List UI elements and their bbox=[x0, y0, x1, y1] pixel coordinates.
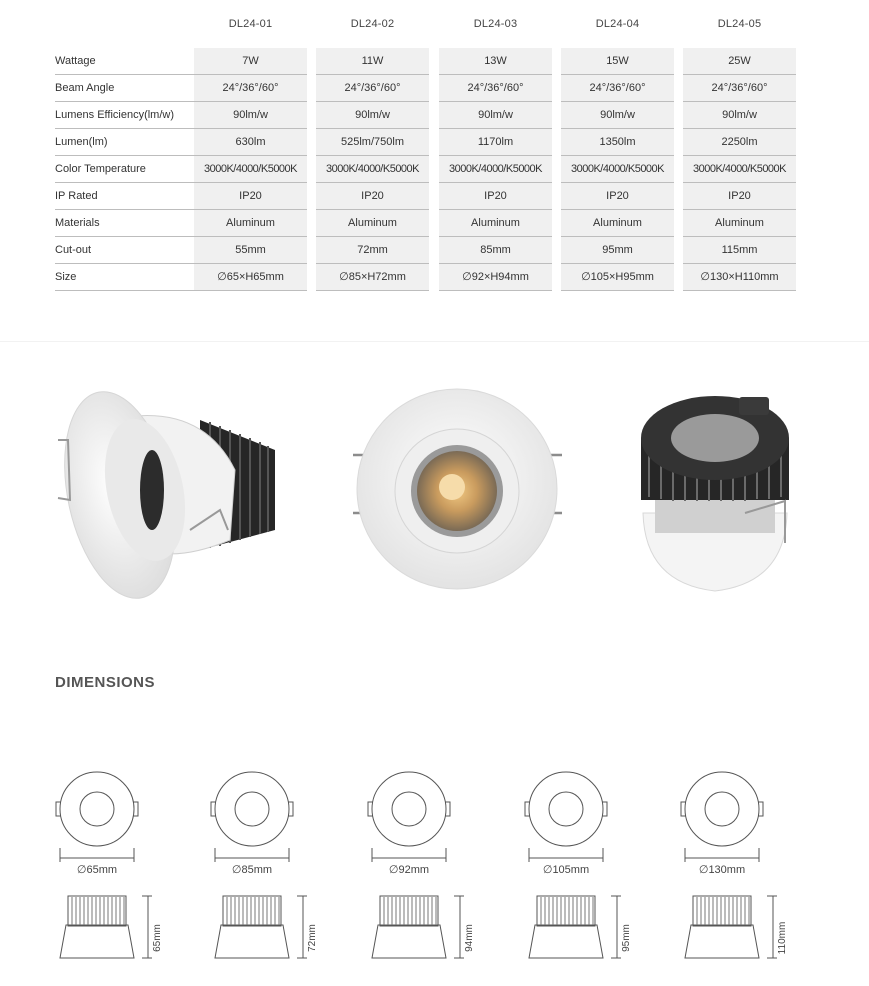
table-cell: 13W bbox=[439, 48, 552, 75]
height-label: 110mm bbox=[777, 921, 788, 955]
table-row bbox=[55, 75, 796, 102]
table-cell: ∅130×H110mm bbox=[683, 264, 796, 291]
table-row bbox=[55, 264, 796, 291]
model-header: DL24-01 bbox=[228, 18, 273, 30]
table-cell: 24°/36°/60° bbox=[683, 75, 796, 102]
table-cell: 90lm/w bbox=[561, 102, 674, 129]
dimension-drawing bbox=[521, 770, 641, 970]
table-cell: ∅85×H72mm bbox=[316, 264, 429, 291]
diameter-label: ∅85mm bbox=[231, 864, 273, 876]
model-header: DL24-03 bbox=[473, 18, 518, 30]
table-cell: 24°/36°/60° bbox=[316, 75, 429, 102]
table-row bbox=[55, 129, 796, 156]
table-cell: 2250lm bbox=[683, 129, 796, 156]
row-label: IP Rated bbox=[55, 183, 194, 210]
table-cell: 90lm/w bbox=[439, 102, 552, 129]
table-row bbox=[55, 183, 796, 210]
table-cell: 24°/36°/60° bbox=[194, 75, 307, 102]
table-cell: IP20 bbox=[561, 183, 674, 210]
model-header: DL24-05 bbox=[717, 18, 762, 30]
table-row bbox=[55, 102, 796, 129]
row-label: Cut-out bbox=[55, 237, 194, 264]
table-cell: 95mm bbox=[561, 237, 674, 264]
row-label: Size bbox=[55, 264, 194, 291]
table-cell: 3000K/4000/K5000K bbox=[683, 156, 796, 183]
table-cell: 25W bbox=[683, 48, 796, 75]
table-cell: IP20 bbox=[194, 183, 307, 210]
row-label: Color Temperature bbox=[55, 156, 194, 183]
table-row bbox=[55, 237, 796, 264]
dimension-drawing bbox=[364, 770, 484, 970]
table-cell: Aluminum bbox=[683, 210, 796, 237]
table-cell: 3000K/4000/K5000K bbox=[439, 156, 552, 183]
table-cell: IP20 bbox=[683, 183, 796, 210]
table-cell: IP20 bbox=[316, 183, 429, 210]
table-row bbox=[55, 48, 796, 75]
table-cell: 3000K/4000/K5000K bbox=[561, 156, 674, 183]
table-cell: 15W bbox=[561, 48, 674, 75]
table-cell: ∅65×H65mm bbox=[194, 264, 307, 291]
table-row bbox=[55, 156, 796, 183]
row-label: Beam Angle bbox=[55, 75, 194, 102]
table-cell: 630lm bbox=[194, 129, 307, 156]
table-cell: 85mm bbox=[439, 237, 552, 264]
table-cell: IP20 bbox=[439, 183, 552, 210]
height-label: 95mm bbox=[621, 924, 632, 952]
downlight-front-view-image bbox=[345, 383, 570, 595]
height-label: 72mm bbox=[307, 924, 318, 952]
table-cell: Aluminum bbox=[316, 210, 429, 237]
dimensions-title: DIMENSIONS bbox=[55, 674, 156, 691]
table-cell: Aluminum bbox=[194, 210, 307, 237]
row-label: Lumens Efficiency(lm/w) bbox=[55, 102, 194, 129]
table-row bbox=[55, 210, 796, 237]
downlight-side-view-image bbox=[50, 380, 290, 600]
downlight-rear-view-image bbox=[635, 383, 795, 595]
table-cell: 3000K/4000/K5000K bbox=[316, 156, 429, 183]
table-cell: 3000K/4000/K5000K bbox=[194, 156, 307, 183]
height-label: 65mm bbox=[152, 924, 163, 952]
table-cell: 115mm bbox=[683, 237, 796, 264]
table-cell: Aluminum bbox=[439, 210, 552, 237]
table-cell: ∅105×H95mm bbox=[561, 264, 674, 291]
dimension-drawing bbox=[677, 770, 797, 970]
section-divider bbox=[0, 341, 869, 342]
model-header: DL24-04 bbox=[595, 18, 640, 30]
diameter-label: ∅130mm bbox=[698, 864, 746, 876]
row-label: Wattage bbox=[55, 48, 194, 75]
table-cell: 525lm/750lm bbox=[316, 129, 429, 156]
table-cell: 11W bbox=[316, 48, 429, 75]
model-header: DL24-02 bbox=[350, 18, 395, 30]
table-cell: 72mm bbox=[316, 237, 429, 264]
table-cell: ∅92×H94mm bbox=[439, 264, 552, 291]
table-cell: 90lm/w bbox=[194, 102, 307, 129]
table-cell: 1170lm bbox=[439, 129, 552, 156]
diameter-label: ∅65mm bbox=[76, 864, 118, 876]
diameter-label: ∅92mm bbox=[388, 864, 430, 876]
table-cell: 24°/36°/60° bbox=[561, 75, 674, 102]
dimension-drawing bbox=[52, 770, 172, 970]
diameter-label: ∅105mm bbox=[542, 864, 590, 876]
dimension-drawing bbox=[207, 770, 327, 970]
table-cell: 7W bbox=[194, 48, 307, 75]
height-label: 94mm bbox=[464, 924, 475, 952]
table-cell: 90lm/w bbox=[316, 102, 429, 129]
row-label: Lumen(lm) bbox=[55, 129, 194, 156]
table-cell: 90lm/w bbox=[683, 102, 796, 129]
row-label: Materials bbox=[55, 210, 194, 237]
table-cell: Aluminum bbox=[561, 210, 674, 237]
table-cell: 1350lm bbox=[561, 129, 674, 156]
table-cell: 55mm bbox=[194, 237, 307, 264]
table-cell: 24°/36°/60° bbox=[439, 75, 552, 102]
